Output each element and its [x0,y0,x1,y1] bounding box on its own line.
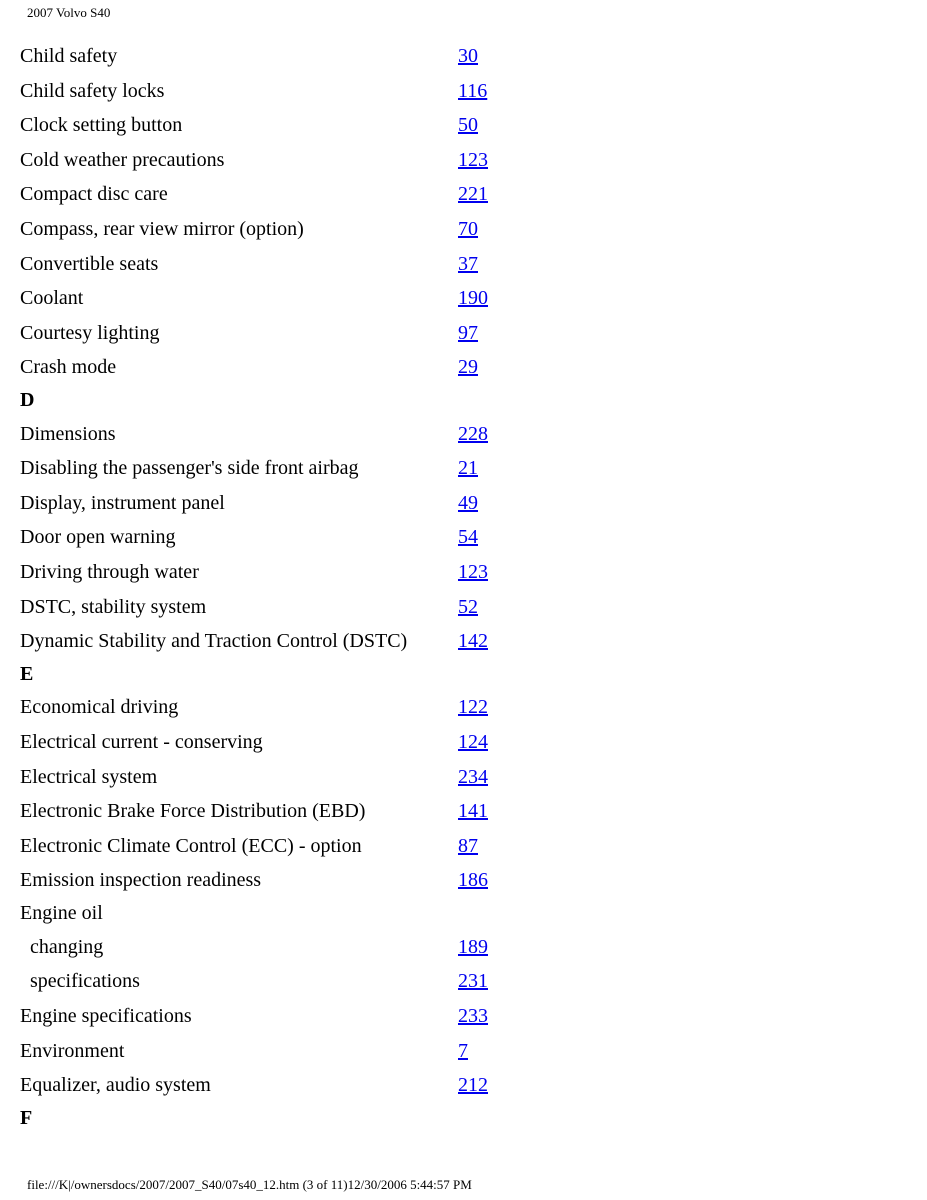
index-entry-term: Child safety locks [20,79,165,102]
index-entry-term: Disabling the passenger's side front airbag [20,457,359,480]
page-number-link[interactable]: 50 [458,114,478,137]
index-entry-row [20,624,580,659]
index-entry-row [20,898,580,930]
index-entry-term: Child safety [20,45,118,67]
page-number-link[interactable]: 123 [458,148,488,171]
page-number-link[interactable]: 234 [458,765,488,788]
index-entry-term: Door open warning [20,526,176,549]
index-entry-row [20,1034,580,1069]
index-entry-row [20,725,580,760]
index-entry-row [20,863,580,898]
page-number-link[interactable]: 37 [458,252,478,275]
index-entry-row [20,39,580,74]
page-number-link[interactable]: 49 [458,491,478,514]
index-entry-term: Environment [20,1039,125,1062]
index-entry-term: Electronic Brake Force Distribution (EBD) [20,800,366,823]
index-entry-term: Coolant [20,287,84,310]
page-number-link[interactable]: 142 [458,630,488,653]
index-entry-row [20,555,580,590]
page-number-link[interactable]: 87 [458,834,478,857]
index-entry-term: Crash mode [20,356,117,379]
index-entry-row [20,108,580,143]
index-entry-term: Convertible seats [20,252,159,275]
index-entry-term: Emission inspection readiness [20,869,262,892]
index-entry-term: Compact disc care [20,183,168,206]
page-number-link[interactable]: 52 [458,595,478,618]
page-number-link[interactable]: 233 [458,1004,488,1027]
index-entry-term: Electrical current - conserving [20,731,263,754]
index-subentry-row [20,930,580,965]
page-number-link[interactable]: 123 [458,561,488,583]
index-entry-term: Electronic Climate Control (ECC) - option [20,834,362,857]
index-entry-row [20,316,580,351]
index-entry-term: Electrical system [20,765,158,788]
index-subentry-row [20,964,580,999]
page-header-title: 2007 Volvo S40 [27,5,111,20]
page-number-link[interactable]: 54 [458,526,478,549]
page-number-link[interactable]: 97 [458,321,478,344]
index-table [20,39,580,1134]
index-entry-term: Courtesy lighting [20,321,160,344]
index-entry-row [20,999,580,1034]
index-subentry-term: changing [30,935,104,958]
index-entry-term: Compass, rear view mirror (option) [20,217,304,240]
index-subentry-term: specifications [30,970,140,993]
index-entry-row [20,590,580,625]
page-number-link[interactable]: 189 [458,935,488,958]
section-letter-heading: D [20,388,35,411]
index-entry-row [20,794,580,829]
index-entry-term: Dynamic Stability and Traction Control (DSTC) [20,630,408,653]
index-entry-row [20,486,580,521]
page-number-link[interactable]: 228 [458,422,488,445]
index-entry-term: Engine specifications [20,1004,192,1027]
index-entry-row [20,1068,580,1103]
index-section-letter [20,385,580,417]
index-entry-row [20,177,580,212]
index-entry-row [20,74,580,109]
page-number-link[interactable]: 221 [458,183,488,206]
index-section-letter [20,1103,580,1135]
index-entry-row [20,247,580,282]
index-entry-row [20,760,580,795]
index-entry-term: Economical driving [20,696,179,719]
page-number-link[interactable]: 122 [458,696,488,719]
page-number-link[interactable]: 7 [458,1039,468,1062]
index-entry-term: Driving through water [20,561,199,583]
page-number-link[interactable]: 190 [458,287,488,310]
page-number-link[interactable]: 21 [458,457,478,480]
page-number-link[interactable]: 29 [458,356,478,379]
index-entry-row [20,690,580,725]
index-entry-term: DSTC, stability system [20,595,207,618]
index-entry-term: Clock setting button [20,114,183,137]
index-entry-term: Display, instrument panel [20,491,225,514]
index-entry-term: Cold weather precautions [20,148,225,171]
page-number-link[interactable]: 124 [458,731,488,754]
page-number-link[interactable]: 141 [458,800,488,823]
index-entry-row [20,520,580,555]
index-entry-row [20,451,580,486]
index-entry-row [20,212,580,247]
index-entry-row [20,829,580,864]
page-number-link[interactable]: 186 [458,869,488,892]
page-number-link[interactable]: 30 [458,45,478,67]
section-letter-heading: E [20,662,34,685]
index-entry-row [20,143,580,178]
section-letter-heading: F [20,1106,33,1129]
index-entry-row [20,281,580,316]
page-number-link[interactable]: 212 [458,1074,488,1097]
index-entry-row [20,350,580,385]
page-number-link[interactable]: 70 [458,217,478,240]
index-entry-row [20,417,580,452]
index-entry-term: Equalizer, audio system [20,1074,211,1097]
page-number-link[interactable]: 231 [458,970,488,993]
index-entry-term: Engine oil [20,902,103,925]
index-section-letter [20,659,580,691]
page-footer-path: file:///K|/ownersdocs/2007/2007_S40/07s40_12.htm (3 of 11)12/30/2006 5:44:57 PM [27,1177,472,1192]
index-entry-term: Dimensions [20,422,116,445]
page-number-link[interactable]: 116 [458,79,488,102]
